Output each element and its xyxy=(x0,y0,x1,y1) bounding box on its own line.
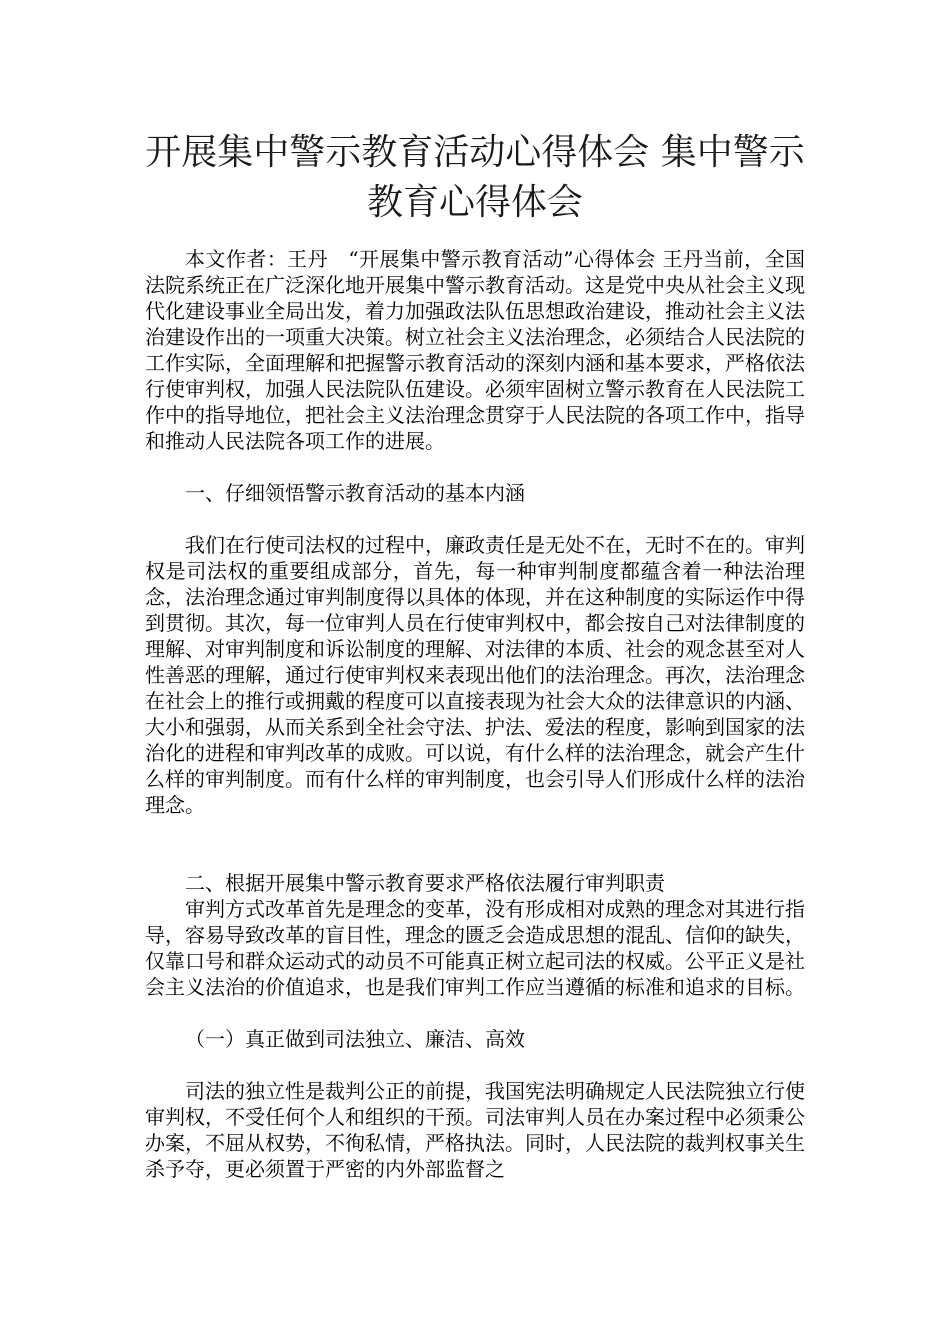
paragraph-section-1: 我们在行使司法权的过程中，廉政责任是无处不在，无时不在的。审判权是司法权的重要组成部分，首先，每一种审判制度都蕴含着一种法治理念，法治理念通过审判制度得以具体的体现，并在这种制度的实际运作中得到贯彻。其次，每一位审判人员在行使审判权中，都会按自己对法律制度的理解、对审判制度和诉讼制度的理解、对法律的本质、社会的观念甚至对人性善恶的理解，通过行使审判权来表现出他们的法治理念。再次，法治理念在社会上的推行或拥戴的程度可以直接表现为社会大众的法律意识的内涵、大小和强弱，从而关系到全社会守法、护法、爱法的程度，影响到国家的法治化的进程和审判改革的成败。可以说，有什么样的法治理念，就会产生什么样的审判制度。而有什么样的审判制度，也会引导人们形成什么样的法治理念。 xyxy=(145,533,805,817)
document-title: 开展集中警示教育活动心得体会 集中警示教育心得体会 xyxy=(145,132,805,223)
document-body xyxy=(145,246,805,1182)
paragraph-intro: 本文作者：王丹 “开展集中警示教育活动”心得体会 王丹当前，全国法院系统正在广泛深化地开展集中警示教育活动。这是党中央从社会主义现代化建设事业全局出发，着力加强政法队伍思想政治建设，推动社会主义法治建设作出的一项重大决策。树立社会主义法治理念，必须结合人民法院的工作实际，全面理解和把握警示教育活动的深刻内涵和基本要求，严格依法行使审判权，加强人民法院队伍建设。必须牢固树立警示教育在人民法院工作中的指导地位，把社会主义法治理念贯穿于人民法院的各项工作中，指导和推动人民法院各项工作的进展。 xyxy=(145,247,805,453)
section-heading-1: 一、仔细领悟警示教育活动的基本内涵 xyxy=(185,481,525,505)
subsection-heading-1: （一）真正做到司法独立、廉洁、高效 xyxy=(185,1027,525,1051)
paragraph-subsection-1: 司法的独立性是裁判公正的前提，我国宪法明确规定人民法院独立行使审判权，不受任何个人和组织的干预。司法审判人员在办案过程中必须秉公办案，不屈从权势，不徇私情，严格执法。同时，人民法院的裁判权事关生杀予夺，更必须置于严密的内外部监督之 xyxy=(145,1079,805,1181)
section-heading-2: 二、根据开展集中警示教育要求严格依法履行审判职责 xyxy=(185,871,665,895)
paragraph-section-2: 审判方式改革首先是理念的变革，没有形成相对成熟的理念对其进行指导，容易导致改革的盲目性，理念的匮乏会造成思想的混乱、信仰的缺失，仅靠口号和群众运动式的动员不可能真正树立起司法的权威。公平正义是社会主义法治的价值追求，也是我们审判工作应当遵循的标准和追求的目标。 xyxy=(145,897,805,999)
